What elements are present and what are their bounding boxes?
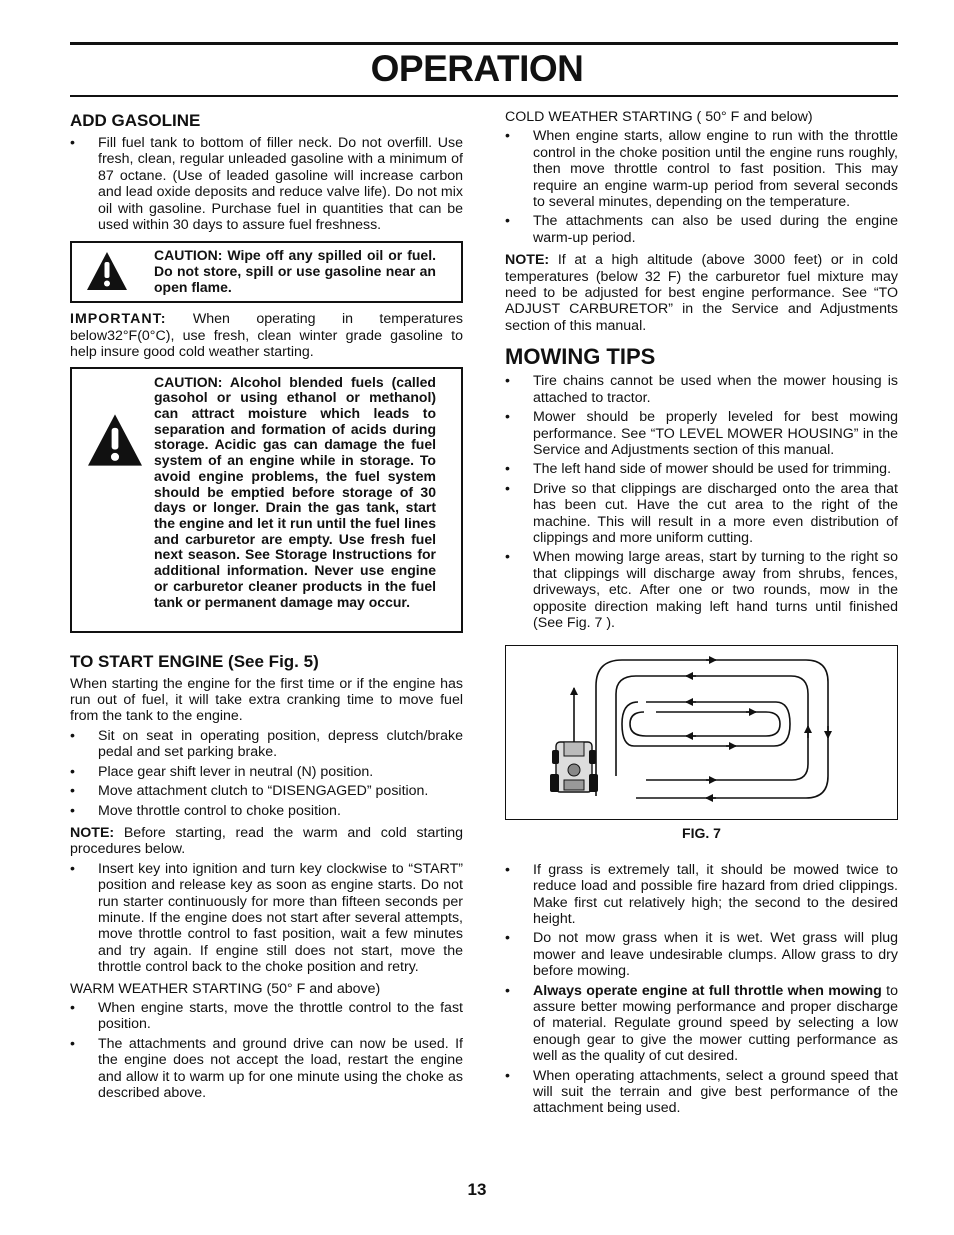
list-item: • Tire chains cannot be used when the mower housing is attached to tractor. [505,373,898,406]
add-gasoline-heading: ADD GASOLINE [70,111,201,130]
start-engine-list-2 [70,861,463,976]
caution-box-spill [70,241,463,303]
important-text: When operating in temperatures below32°F(0°C), use fresh, clean winter grade gasoline to help insure good cold weather starting. [70,311,463,361]
start-engine-heading: TO START ENGINE (See Fig. 5) [70,651,319,671]
warning-triangle-icon [86,251,128,291]
list-item: • Insert key into ignition and turn key clockwise to “START” position and release key as soon as engine starts. Do not run starter continuously for more than fifteen seconds per minute. If the engine does not start after several attempts, move throttle control to fast position, wait a few minutes and try again. If engine still does not start, move the throttle control back to the choke position and retry. [70,861,463,976]
list-item: • When engine starts, allow engine to run with the throttle control in the choke position until the engine runs roughly, then move throttle control to fast position. This may require an engine warm-up period from several seconds to several minutes, depending on the temperature. [505,128,898,210]
add-gasoline-list [70,135,463,233]
start-engine-list [70,728,463,819]
start-engine-intro: When starting the engine for the first time or if the engine has run out of fuel, it will take extra cranking time to move fuel from the tank to the engine. [70,675,463,725]
note-label: NOTE: [70,824,115,841]
list-item: • When mowing large areas, start by turning to the right so that clippings will discharge away from shrubs, fences, driveways, etc. After one or two rounds, mow in the opposite direction making left hand turns until finished (See Fig. 7 ). [505,549,898,631]
bold-lead: Always operate engine at full throttle when mowing [533,982,882,999]
top-rule [70,42,898,45]
warm-weather-heading: WARM WEATHER STARTING (50° F and above) [70,980,381,997]
important-label: IMPORTANT: [70,311,167,328]
left-column [70,108,463,1101]
title-rule [70,95,898,97]
mowing-tips-list [505,373,898,631]
list-item: • When operating attachments, select a ground speed that will suit the terrain and give best performance of the attachment being used. [505,1068,898,1117]
list-item: • Move throttle control to choke position. [70,803,463,819]
list-item: • Move attachment clutch to “DISENGAGED” position. [70,783,463,799]
caution-text: CAUTION: Wipe off any spilled oil or fuel. Do not store, spill or use gasoline near an open flame. [154,247,436,295]
list-item: • Sit on seat in operating position, depress clutch/brake pedal and set parking brake. [70,728,463,761]
list-item: • The attachments can also be used during the engine warm-up period. [505,213,898,246]
warning-triangle-icon [86,413,144,467]
mowing-tips-heading: MOWING TIPS [505,344,656,370]
cold-weather-list [505,128,898,246]
list-item: • Do not mow grass when it is wet. Wet grass will plug mower and leave undesirable clumps. Allow grass to dry before mowing. [505,930,898,979]
list-item: • Drive so that clippings are discharged onto the area that has been cut. Have the cut area to the right of the machine. This will result in a more even distribution of clippings and more uniform cutting. [505,481,898,547]
page-number: 13 [467,1180,487,1199]
list-item [505,983,898,1065]
bullet-rest: to assure better mowing performance and proper discharge of material. Regulate ground speed by selecting a low enough gear to give the mower cutting performance as well as the quality of cut desired. [533,982,898,1065]
note-text: If at a high altitude (above 3000 feet) or in cold temperatures (below 32 F) the carburetor fuel mixture may need to be adjusted for best engine performance. See “TO ADJUST CARBURETOR” in the Service and Adjustments section of this manual. [505,252,898,334]
warm-weather-list [70,1000,463,1101]
figure-mowing-pattern [505,645,898,820]
caution-box-alcohol [70,367,463,633]
mowing-pattern-diagram [506,646,896,816]
mowing-tips-list-2 [505,862,898,1117]
list-item: • If grass is extremely tall, it should be mowed twice to reduce load and possible fire hazard from dried clippings. Make first cut relatively high; the second to the desired height. [505,862,898,928]
list-item: • The left hand side of mower should be used for trimming. [505,461,898,477]
cold-weather-heading: COLD WEATHER STARTING ( 50° F and below) [505,109,813,125]
page-title: OPERATION [370,48,584,89]
figure-caption: FIG. 7 [682,825,721,842]
start-engine-note [70,825,463,858]
list-item: • The attachments and ground drive can now be used. If the engine does not accept the load, restart the engine and allow it to warm up for one minute using the choke as described above. [70,1036,463,1102]
caution-text: CAUTION: Alcohol blended fuels (called gasohol or using ethanol or methanol) can attract moisture which leads to separation and formation of acids during storage. Acidic gas can damage the fuel system of an engine while in storage. To avoid engine problems, the fuel system should be emptied before storage of 30 days or longer. Drain the gas tank, start the engine and let it run until the fuel lines and carburetor are empty. Use fresh fuel next season. See Storage Instructions for additional information. Never use engine or carburetor cleaner products in the fuel tank or permanent damage may occur. [154,373,436,610]
list-item: • Fill fuel tank to bottom of filler neck. Do not overfill. Use fresh, clean, regular unleaded gasoline with a minimum of 87 octane. (Use of leaded gasoline will increase carbon and lead oxide deposits and reduce valve life). Do not mix oil with gasoline. Purchase fuel in quantities that can be used within 30 days to assure fuel freshness. [70,135,463,233]
list-item: • Mower should be properly leveled for best mowing performance. See “TO LEVEL MOWER HOUSING” in the Service and Adjustments section of this manual. [505,409,898,458]
important-paragraph [70,311,463,360]
cold-weather-note [505,252,898,334]
note-text: Before starting, read the warm and cold starting procedures below. [70,824,463,858]
list-item: • Place gear shift lever in neutral (N) position. [70,764,463,780]
list-item: • When engine starts, move the throttle control to the fast position. [70,1000,463,1033]
right-column [505,108,898,1117]
tractor-icon [550,742,598,792]
note-label: NOTE: [505,252,550,269]
